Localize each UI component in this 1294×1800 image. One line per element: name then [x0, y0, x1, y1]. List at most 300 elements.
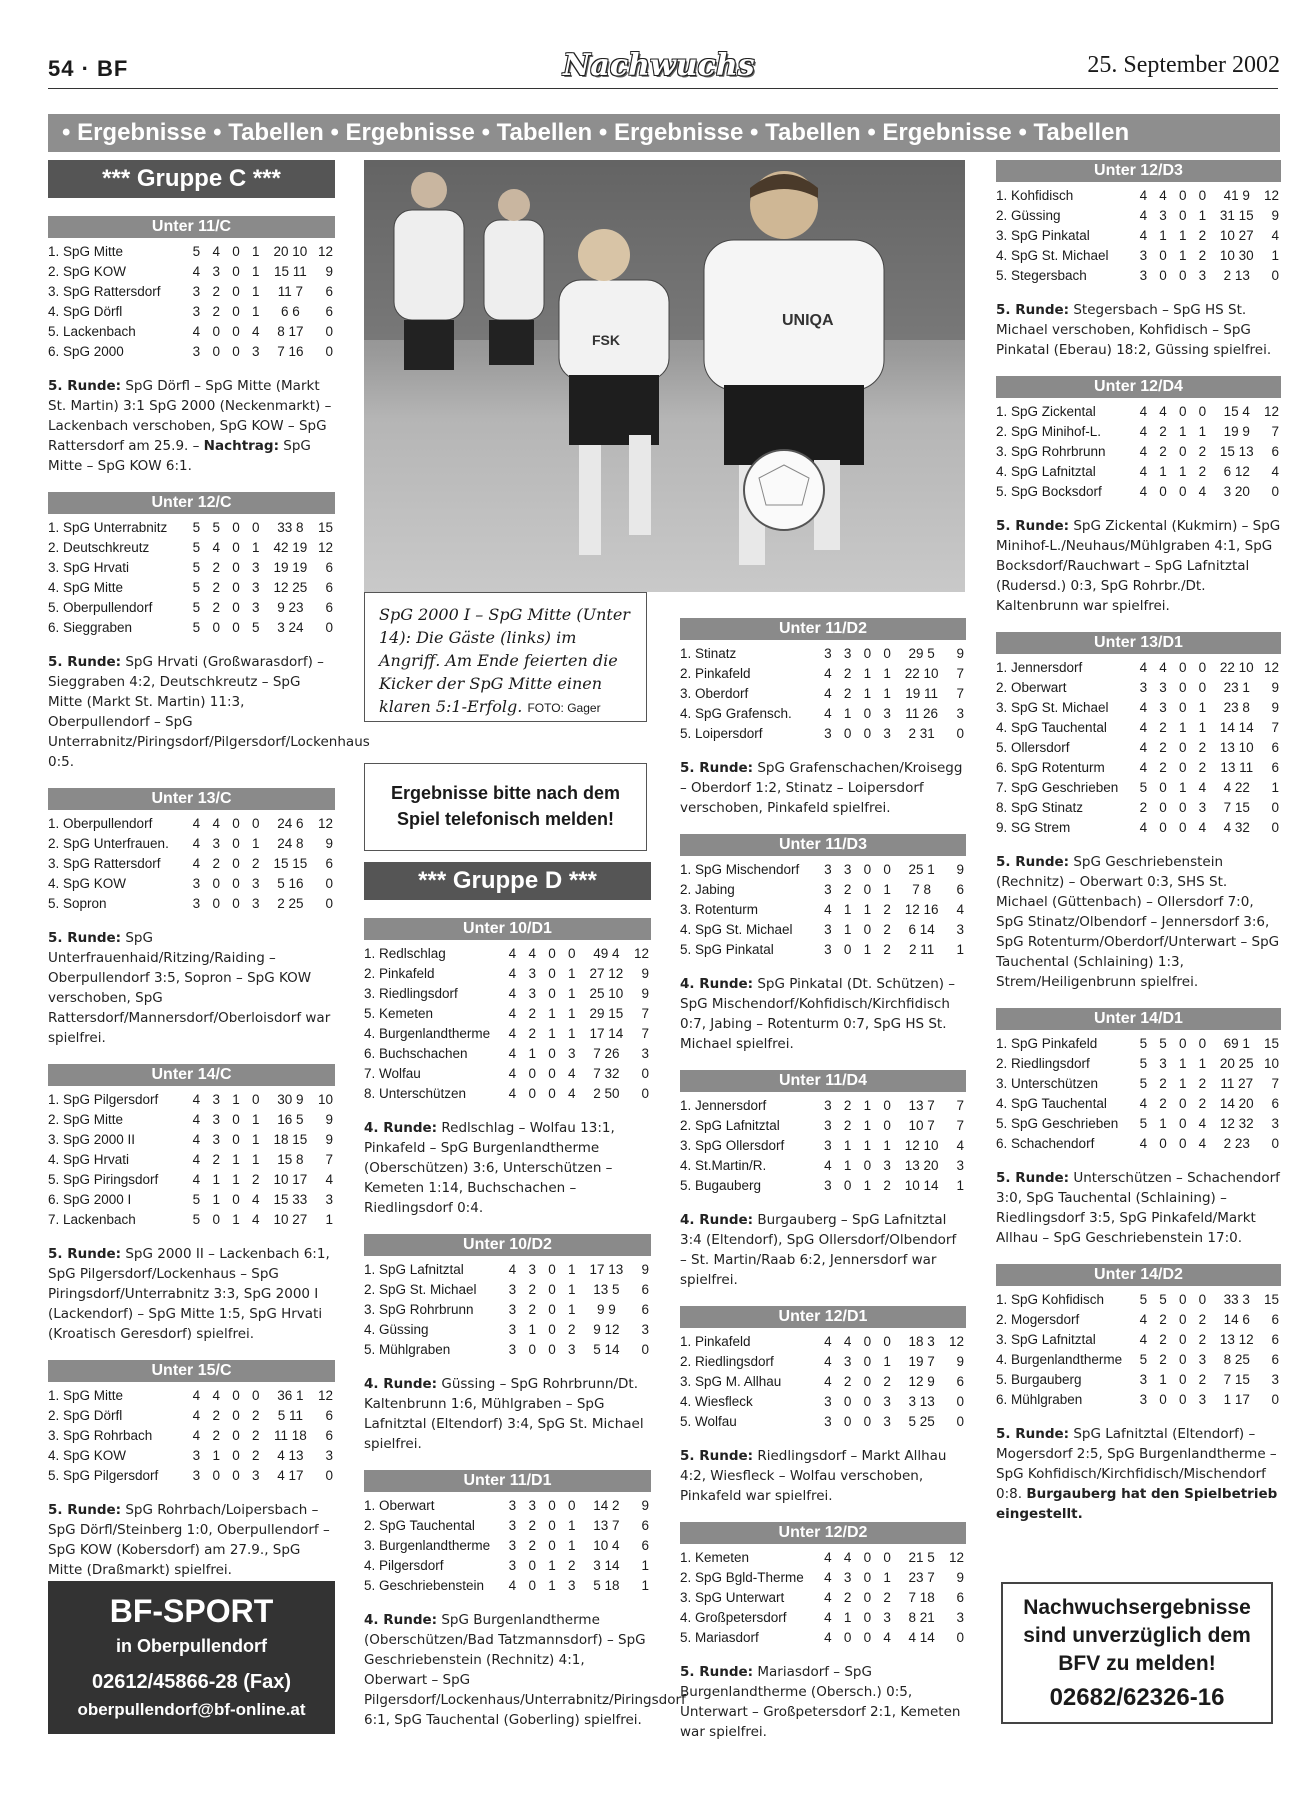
- wins-cell: 2: [1159, 740, 1167, 755]
- draws-cell: 0: [1178, 1332, 1187, 1347]
- wins-cell: 1: [1159, 228, 1167, 243]
- games-cell: 3: [824, 1138, 832, 1153]
- wins-cell: 0: [1159, 1392, 1167, 1407]
- table-row: [996, 422, 1281, 442]
- table-row: [48, 1466, 335, 1486]
- losses-cell: 4: [1198, 1136, 1207, 1151]
- goals-cell: 4 22: [1223, 780, 1250, 795]
- wins-cell: 3: [1159, 1056, 1167, 1071]
- team-cell: 2. Güssing: [996, 208, 1061, 223]
- points-cell: 6: [1271, 740, 1279, 755]
- draws-cell: 0: [232, 324, 240, 339]
- draws-cell: 0: [548, 1538, 556, 1553]
- goals-cell: 23 7: [908, 1570, 935, 1585]
- games-cell: 5: [1139, 1292, 1148, 1307]
- round-report: [364, 1610, 686, 1730]
- round-report: [48, 652, 370, 772]
- points-cell: 15: [1263, 1036, 1279, 1051]
- goals-cell: 6 14: [908, 922, 935, 937]
- wins-cell: 0: [1159, 248, 1167, 263]
- losses-cell: 0: [252, 816, 260, 831]
- wins-cell: 4: [212, 540, 220, 555]
- losses-cell: 0: [883, 1550, 891, 1565]
- wins-cell: 1: [528, 1322, 536, 1337]
- team-cell: 4. SpG Lafnitztal: [996, 464, 1096, 479]
- losses-cell: 1: [252, 836, 260, 851]
- table-row: [48, 854, 335, 874]
- column-gruppe-c: [48, 160, 370, 1596]
- games-cell: 5: [192, 600, 201, 615]
- table-row: [680, 1096, 966, 1116]
- points-cell: 3: [956, 1610, 964, 1625]
- losses-cell: 1: [568, 1026, 576, 1041]
- table-row: [996, 778, 1281, 798]
- ad-title: BF-SPORT: [109, 1593, 274, 1629]
- team-cell: 2. Riedlingsdorf: [680, 1354, 774, 1369]
- table-row: [48, 1210, 335, 1230]
- games-cell: 4: [192, 1172, 201, 1187]
- round-label: 5. Runde:: [680, 760, 754, 776]
- games-cell: 4: [192, 1152, 201, 1167]
- games-cell: 4: [508, 1262, 517, 1277]
- round-report: [364, 1118, 651, 1218]
- table-row: [48, 538, 335, 558]
- points-cell: 6: [956, 1590, 964, 1605]
- team-cell: 8. Unterschützen: [364, 1086, 467, 1101]
- wins-cell: 5: [212, 520, 220, 535]
- goals-cell: 19 11: [905, 686, 938, 701]
- losses-cell: 0: [1198, 660, 1207, 675]
- losses-cell: 1: [568, 1262, 576, 1277]
- games-cell: 4: [508, 1086, 517, 1101]
- losses-cell: 3: [252, 580, 260, 595]
- goals-cell: 1 17: [1223, 1392, 1250, 1407]
- points-cell: 10: [1263, 1056, 1279, 1071]
- points-cell: 6: [325, 856, 333, 871]
- draws-cell: 0: [1178, 800, 1187, 815]
- draws-cell: 0: [548, 1518, 556, 1533]
- losses-cell: 3: [252, 896, 260, 911]
- goals-cell: 4 32: [1223, 820, 1250, 835]
- points-cell: 9: [641, 986, 649, 1001]
- team-cell: 7. SpG Geschrieben: [996, 780, 1119, 795]
- goals-cell: 7 18: [908, 1590, 935, 1605]
- points-cell: 7: [641, 1006, 649, 1021]
- draws-cell: 0: [863, 1590, 872, 1605]
- goals-cell: 14 20: [1219, 1096, 1254, 1111]
- wins-cell: 0: [1159, 1136, 1167, 1151]
- wins-cell: 3: [528, 1262, 536, 1277]
- draws-cell: 1: [863, 1138, 872, 1153]
- wins-cell: 2: [1159, 424, 1167, 439]
- points-cell: 15: [317, 520, 333, 535]
- games-cell: 3: [824, 882, 832, 897]
- draws-cell: 0: [232, 540, 240, 555]
- wins-cell: 4: [843, 1334, 852, 1349]
- wins-cell: 2: [1159, 760, 1167, 775]
- table-row: [48, 894, 335, 914]
- goals-cell: 31 15: [1219, 208, 1254, 223]
- table-row: [996, 226, 1281, 246]
- table-row: [364, 1556, 651, 1576]
- team-cell: 4. Großpetersdorf: [680, 1610, 787, 1625]
- games-cell: 4: [1139, 444, 1148, 459]
- team-cell: 5. Burgauberg: [996, 1372, 1082, 1387]
- draws-cell: 0: [232, 1192, 240, 1207]
- table-title: Unter 12/D2: [680, 1522, 966, 1544]
- bfv-notice: [1001, 1582, 1273, 1724]
- points-cell: 6: [641, 1518, 649, 1533]
- team-cell: 5. Sopron: [48, 896, 107, 911]
- losses-cell: 4: [1198, 780, 1207, 795]
- team-cell: 6. Mühlgraben: [996, 1392, 1083, 1407]
- team-cell: 4. SpG KOW: [48, 876, 127, 891]
- losses-cell: 4: [1198, 820, 1207, 835]
- games-cell: 3: [508, 1498, 517, 1513]
- goals-cell: 36 1: [277, 1388, 304, 1403]
- points-cell: 1: [325, 1212, 333, 1227]
- ad-location: in Oberpullendorf: [116, 1636, 267, 1656]
- goals-cell: 2 23: [1223, 1136, 1250, 1151]
- losses-cell: 1: [252, 264, 260, 279]
- table-row: [364, 1044, 651, 1064]
- losses-cell: 3: [883, 706, 891, 721]
- wins-cell: 2: [212, 856, 220, 871]
- draws-cell: 0: [232, 580, 240, 595]
- goals-cell: 22 10: [904, 666, 939, 681]
- goals-cell: 4 13: [277, 1448, 304, 1463]
- table-title: Unter 10/D2: [364, 1234, 651, 1256]
- team-cell: 2. Pinkafeld: [680, 666, 751, 681]
- points-cell: 7: [1271, 720, 1279, 735]
- points-cell: 3: [1271, 1372, 1279, 1387]
- wins-cell: 1: [843, 1610, 852, 1625]
- wins-cell: 1: [528, 1046, 536, 1061]
- goals-cell: 25 1: [908, 862, 935, 877]
- goals-cell: 15 33: [273, 1192, 308, 1207]
- team-cell: 4. Burgenlandtherme: [996, 1352, 1123, 1367]
- goals-cell: 24 8: [277, 836, 304, 851]
- goals-cell: 13 10: [1219, 740, 1254, 755]
- games-cell: 5: [1139, 1036, 1148, 1051]
- team-cell: 4. Güssing: [364, 1322, 429, 1337]
- points-cell: 7: [956, 1118, 964, 1133]
- points-cell: 6: [1271, 1096, 1279, 1111]
- table-row: [996, 462, 1281, 482]
- wins-cell: 3: [212, 264, 220, 279]
- draws-cell: 0: [232, 600, 240, 615]
- draws-cell: 1: [1178, 780, 1187, 795]
- wins-cell: 2: [212, 580, 220, 595]
- table-title: Unter 14/D2: [996, 1264, 1281, 1286]
- team-cell: 1. SpG Lafnitztal: [364, 1262, 464, 1277]
- losses-cell: 2: [883, 922, 891, 937]
- round-text: Redlschlag – Wolfau 13:1, Pinkafeld – SpG Burgenlandtherme (Oberschützen) 3:6, Unterschützen – Kemeten 1:14, Buchschachen – Riedlingsdorf 0:4.: [364, 1120, 615, 1216]
- losses-cell: 0: [252, 1388, 260, 1403]
- round-report: [48, 376, 335, 476]
- points-cell: 7: [956, 686, 964, 701]
- wins-cell: 2: [212, 1408, 220, 1423]
- wins-cell: 0: [212, 620, 220, 635]
- draws-cell: 1: [1178, 464, 1187, 479]
- draws-cell: 0: [1178, 1392, 1187, 1407]
- points-cell: 0: [325, 876, 333, 891]
- round-label: 5. Runde:: [996, 518, 1070, 534]
- goals-cell: 5 14: [593, 1342, 620, 1357]
- goals-cell: 30 9: [277, 1092, 304, 1107]
- draws-cell: 1: [1178, 424, 1187, 439]
- draws-cell: 1: [1178, 1076, 1187, 1091]
- wins-cell: 0: [528, 1342, 536, 1357]
- points-cell: 6: [641, 1538, 649, 1553]
- draws-cell: 0: [863, 1374, 872, 1389]
- draws-cell: 0: [232, 1428, 240, 1443]
- draws-cell: 0: [232, 304, 240, 319]
- round-label: 5. Runde:: [996, 302, 1070, 318]
- table-row: [680, 920, 966, 940]
- losses-cell: 0: [1198, 680, 1207, 695]
- losses-cell: 3: [883, 1414, 891, 1429]
- team-cell: 3. Rotenturm: [680, 902, 759, 917]
- team-cell: 1. SpG Mitte: [48, 1388, 124, 1403]
- shirt-text-uniqa: UNIQA: [782, 312, 834, 329]
- draws-cell: 0: [548, 1086, 556, 1101]
- table-row: [680, 1412, 966, 1432]
- points-cell: 3: [956, 706, 964, 721]
- games-cell: 4: [192, 264, 201, 279]
- goals-cell: 9 23: [277, 600, 304, 615]
- draws-cell: 0: [863, 1354, 872, 1369]
- draws-cell: 0: [548, 966, 556, 981]
- team-cell: 1. Jennersdorf: [996, 660, 1083, 675]
- wins-cell: 4: [528, 946, 536, 961]
- draws-cell: 0: [863, 1414, 872, 1429]
- round-text: SpG Rohrbach/Loipersbach – SpG Dörfl/Steinberg 1:0, Oberpullendorf – SpG KOW (Kobersdorf) am 27.9., SpG Mitte (Draßmarkt) spielfrei.: [48, 1502, 330, 1578]
- draws-cell: 0: [232, 1112, 240, 1127]
- team-cell: 2. SpG Bgld-Therme: [680, 1570, 804, 1585]
- wins-cell: 0: [528, 1066, 536, 1081]
- team-cell: 3. SpG Rohrbrunn: [996, 444, 1106, 459]
- wins-cell: 2: [1159, 444, 1167, 459]
- wins-cell: 0: [528, 1558, 536, 1573]
- team-cell: 7. Wolfau: [364, 1066, 421, 1081]
- table-row: [48, 1426, 335, 1446]
- round-label: 4. Runde:: [364, 1120, 438, 1136]
- goals-cell: 15 11: [274, 264, 307, 279]
- games-cell: 5: [192, 1212, 201, 1227]
- team-cell: 8. SpG Stinatz: [996, 800, 1084, 815]
- draws-cell: 1: [232, 1172, 240, 1187]
- wins-cell: 2: [1159, 1352, 1167, 1367]
- goals-cell: 19 19: [273, 560, 308, 575]
- goals-cell: 22 10: [1219, 660, 1254, 675]
- losses-cell: 1: [1198, 720, 1207, 735]
- table-title: Unter 11/C: [48, 216, 335, 238]
- draws-cell: 0: [863, 1550, 872, 1565]
- table-row: [48, 518, 335, 538]
- call-results-box: [364, 763, 647, 851]
- table-row: [48, 814, 335, 834]
- points-cell: 3: [956, 922, 964, 937]
- losses-cell: 3: [883, 1394, 891, 1409]
- points-cell: 3: [1271, 1116, 1279, 1131]
- losses-cell: 0: [568, 946, 576, 961]
- wins-cell: 3: [843, 646, 852, 661]
- goals-cell: 15 13: [1219, 444, 1254, 459]
- round-label: 4. Runde:: [364, 1376, 438, 1392]
- draws-cell: 0: [548, 1322, 556, 1337]
- standings-table: [996, 402, 1281, 502]
- games-cell: 4: [1139, 228, 1148, 243]
- table-row: [364, 1280, 651, 1300]
- points-cell: 0: [1271, 800, 1279, 815]
- round-text: Güssing – SpG Rohrbrunn/Dt. Kaltenbrunn 1:6, Mühlgraben – SpG Lafnitztal (Eltendorf) 3:4, SpG St. Michael spielfrei.: [364, 1376, 644, 1452]
- games-cell: 4: [824, 902, 832, 917]
- goals-cell: 17 13: [589, 1262, 624, 1277]
- round-report: [364, 1374, 651, 1454]
- draws-cell: 1: [1178, 248, 1187, 263]
- games-cell: 3: [824, 922, 832, 937]
- wins-cell: 2: [212, 1152, 220, 1167]
- round-report: [680, 1446, 966, 1506]
- points-cell: 1: [1271, 780, 1279, 795]
- games-cell: 3: [1139, 1392, 1148, 1407]
- round-report: [996, 1424, 1281, 1524]
- round-label-2: Nachtrag:: [203, 438, 279, 454]
- goals-cell: 10 27: [1219, 228, 1254, 243]
- points-cell: 12: [317, 244, 333, 259]
- losses-cell: 3: [568, 1578, 576, 1593]
- table-title: Unter 10/D1: [364, 918, 651, 940]
- round-label: 5. Runde:: [680, 1448, 754, 1464]
- goals-cell: 2 31: [908, 726, 935, 741]
- goals-cell: 10 27: [273, 1212, 308, 1227]
- points-cell: 1: [641, 1578, 649, 1593]
- wins-cell: 4: [212, 816, 220, 831]
- round-label: 5. Runde:: [48, 930, 122, 946]
- games-cell: 4: [824, 1550, 832, 1565]
- table-row: [996, 818, 1281, 838]
- points-cell: 7: [956, 1098, 964, 1113]
- points-cell: 6: [1271, 1312, 1279, 1327]
- wins-cell: 2: [1159, 720, 1167, 735]
- points-cell: 0: [1271, 484, 1279, 499]
- goals-cell: 33 3: [1223, 1292, 1250, 1307]
- draws-cell: 0: [232, 1388, 240, 1403]
- wins-cell: 1: [212, 1172, 220, 1187]
- losses-cell: 2: [883, 1374, 891, 1389]
- losses-cell: 5: [252, 620, 260, 635]
- draws-cell: 1: [232, 1152, 240, 1167]
- notice-line-1: Nachwuchsergebnisse: [1023, 1596, 1251, 1619]
- standings-table: [48, 814, 335, 914]
- games-cell: 4: [824, 1630, 832, 1645]
- wins-cell: 2: [1159, 1312, 1167, 1327]
- wins-cell: 1: [1159, 1116, 1167, 1131]
- round-label: 5. Runde:: [996, 1426, 1070, 1442]
- team-cell: 2. Oberwart: [996, 680, 1067, 695]
- games-cell: 4: [1139, 740, 1148, 755]
- standings-table: [48, 518, 335, 638]
- wins-cell: 0: [843, 1394, 852, 1409]
- table-row: [996, 718, 1281, 738]
- games-cell: 5: [1139, 780, 1148, 795]
- goals-cell: 12 25: [273, 580, 308, 595]
- team-cell: 4. SpG Hrvati: [48, 1152, 130, 1167]
- losses-cell: 2: [568, 1558, 576, 1573]
- games-cell: 4: [1139, 820, 1148, 835]
- team-cell: 2. SpG St. Michael: [364, 1282, 477, 1297]
- points-cell: 4: [956, 1138, 964, 1153]
- losses-cell: 3: [252, 560, 260, 575]
- games-cell: 4: [1139, 1096, 1148, 1111]
- draws-cell: 0: [232, 1448, 240, 1463]
- losses-cell: 4: [568, 1066, 576, 1081]
- team-cell: 5. Bugauberg: [680, 1178, 762, 1193]
- round-text: SpG Grafenschachen/Kroisegg – Oberdorf 1:2, Stinatz – Loipersdorf verschoben, Pinkafeld spielfrei.: [680, 760, 963, 816]
- losses-cell: 2: [1198, 1076, 1207, 1091]
- table-row: [48, 1170, 335, 1190]
- wins-cell: 4: [1159, 188, 1167, 203]
- table-row: [996, 698, 1281, 718]
- standings-table: [48, 242, 335, 362]
- points-cell: 7: [325, 1152, 333, 1167]
- games-cell: 3: [192, 896, 201, 911]
- points-cell: 0: [325, 620, 333, 635]
- games-cell: 3: [192, 1448, 201, 1463]
- losses-cell: 1: [883, 1138, 891, 1153]
- points-cell: 6: [956, 1374, 964, 1389]
- losses-cell: 0: [252, 520, 260, 535]
- round-text: SpG Unterfrauenhaid/Ritzing/Raiding – Oberpullendorf 3:5, Sopron – SpG KOW verschoben, SpG Rattersdorf/Mannersdorf/Oberloisdorf war spielfrei.: [48, 930, 331, 1046]
- games-cell: 4: [508, 1026, 517, 1041]
- wins-cell: 2: [528, 1302, 536, 1317]
- team-cell: 6. SpG 2000 I: [48, 1192, 132, 1207]
- table-row: [364, 964, 651, 984]
- games-cell: 4: [824, 666, 832, 681]
- wins-cell: 3: [1159, 208, 1167, 223]
- losses-cell: 1: [252, 244, 260, 259]
- losses-cell: 0: [568, 1498, 576, 1513]
- team-cell: 4. SpG St. Michael: [996, 248, 1109, 263]
- goals-cell: 21 5: [908, 1550, 935, 1565]
- draws-cell: 0: [1178, 1136, 1187, 1151]
- team-cell: 6. SpG Rotenturm: [996, 760, 1105, 775]
- table-row: [996, 1350, 1281, 1370]
- goals-cell: 69 1: [1223, 1036, 1250, 1051]
- games-cell: 4: [1139, 404, 1148, 419]
- wins-cell: 2: [528, 1026, 536, 1041]
- points-cell: 9: [956, 646, 964, 661]
- table-title: Unter 11/D3: [680, 834, 966, 856]
- draws-cell: 1: [1178, 720, 1187, 735]
- draws-cell: 0: [232, 876, 240, 891]
- losses-cell: 1: [568, 986, 576, 1001]
- games-cell: 4: [508, 1046, 517, 1061]
- losses-cell: 3: [252, 344, 260, 359]
- team-cell: 2. Jabing: [680, 882, 735, 897]
- points-cell: 0: [325, 344, 333, 359]
- goals-cell: 16 5: [277, 1112, 304, 1127]
- losses-cell: 2: [252, 1428, 260, 1443]
- team-cell: 4. SpG St. Michael: [680, 922, 793, 937]
- table-title: Unter 12/D3: [996, 160, 1281, 182]
- standings-table: [364, 1260, 651, 1360]
- table-row: [996, 1074, 1281, 1094]
- table-row: [48, 1150, 335, 1170]
- goals-cell: 7 15: [1223, 800, 1250, 815]
- table-title: Unter 11/D1: [364, 1470, 651, 1492]
